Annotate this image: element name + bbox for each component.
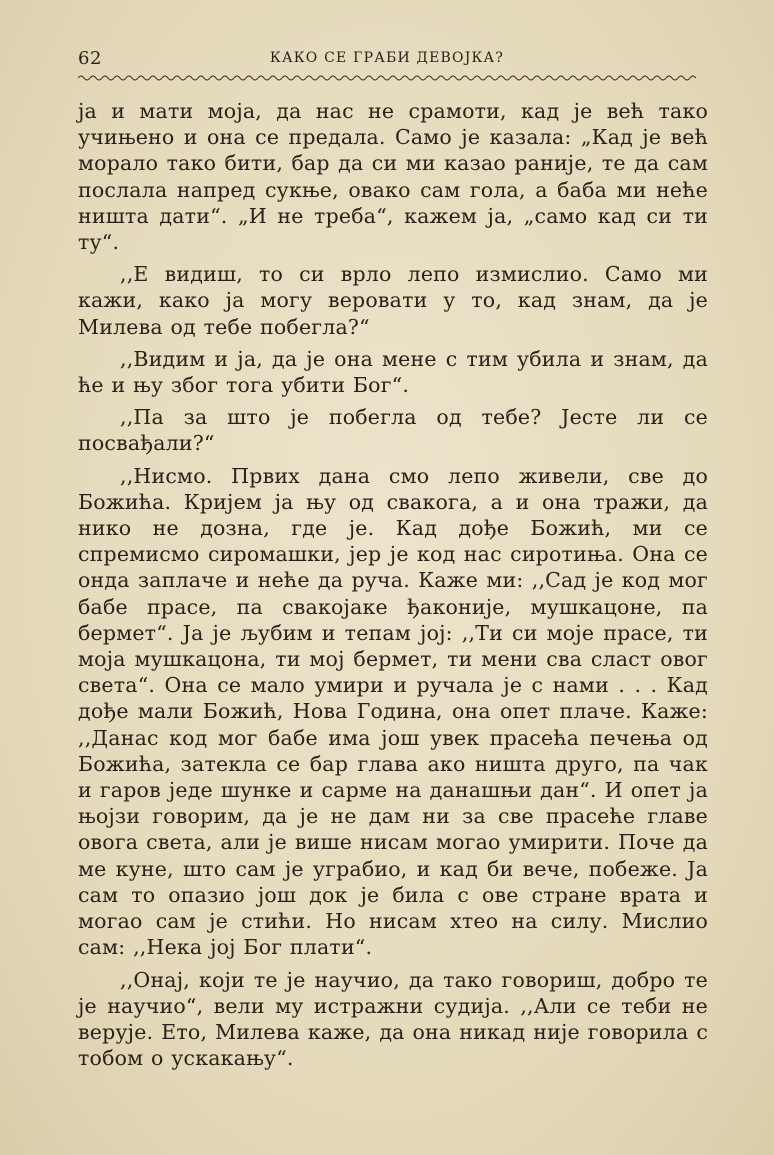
paragraph: ја и мати моја, да нас не срамоти, кад је већ тако учињено и она се предала. Само је казала: „Кад је већ морало тако бити, бар да си ми казао раније, те да сам послала напред сукње, овако сам гола, а баба ми неће ништа дати“. „И не треба“, кажем ја, „само кад си ти ту“. [78,99,708,255]
page-header [78,48,696,74]
body-text [78,98,708,1077]
paragraph: ,,Па за што је побегла од тебе? Јесте ли се посвађали?“ [78,405,708,456]
paragraph: ,,Онај, који те је научио, да тако говориш, добро те је научио“, вели му истражни судија. ,,Али се теби не верује. Ето, Милева каже, да она никад није говорила с тобом о ускакању“. [78,967,708,1071]
wavy-rule-divider [78,74,696,82]
page-number: 62 [78,48,102,69]
running-head: КАКО СЕ ГРАБИ ДЕВОЈКА? [269,50,505,66]
paragraph: ,,Видим и ја, да је она мене с тим убила и знам, да ће и њу због тога убити Бог“. [78,346,708,398]
paragraph: ,,Нисмо. Првих дана смо лепо живели, све до Божића. Кријем ја њу од свакога, а и она тражи, да нико не дозна, где је. Кад дође Божић, ми се спремисмо сиромашки, јер је код нас сиротиња. Она се онда заплаче и неће да руча. Каже ми: ,,Сад је код мог бабе прасе, па свакојаке ђаконије, мушкацоне, па бермет“. Ја је љубим и тепам јој: ,,Ти си моје прасе, ти моја мушкацона, ти мој бермет, ти мени сва сласт овог света“. Она се мало умири и ручала је с нами . . . Кад дође мали Божић, Нова Година, она опет плаче. Каже: ,,Данас код мог бабе има још увек прасећа печења од Божића, затекла се бар глава ако ништа друго, па чак и гаров једе шунке и сарме на данашњи дан“. И опет ја њојзи говорим, да је не дам ни за све прасеће главе овога света, али је више нисам могао умирити. Поче да ме куне, што сам је уграбио, и кад би вече, побеже. Ја сам то опазио још док је била с ове стране врата и могао сам је стићи. Но нисам хтео на силу. Мислио сам: ,,Нека јој Бог плати“. [78,463,708,960]
paragraph: ,,Е видиш, то си врло лепо измислио. Само ми кажи, како ја могу веровати у то, кад знам, да је Милева од тебе побегла?“ [78,262,708,339]
